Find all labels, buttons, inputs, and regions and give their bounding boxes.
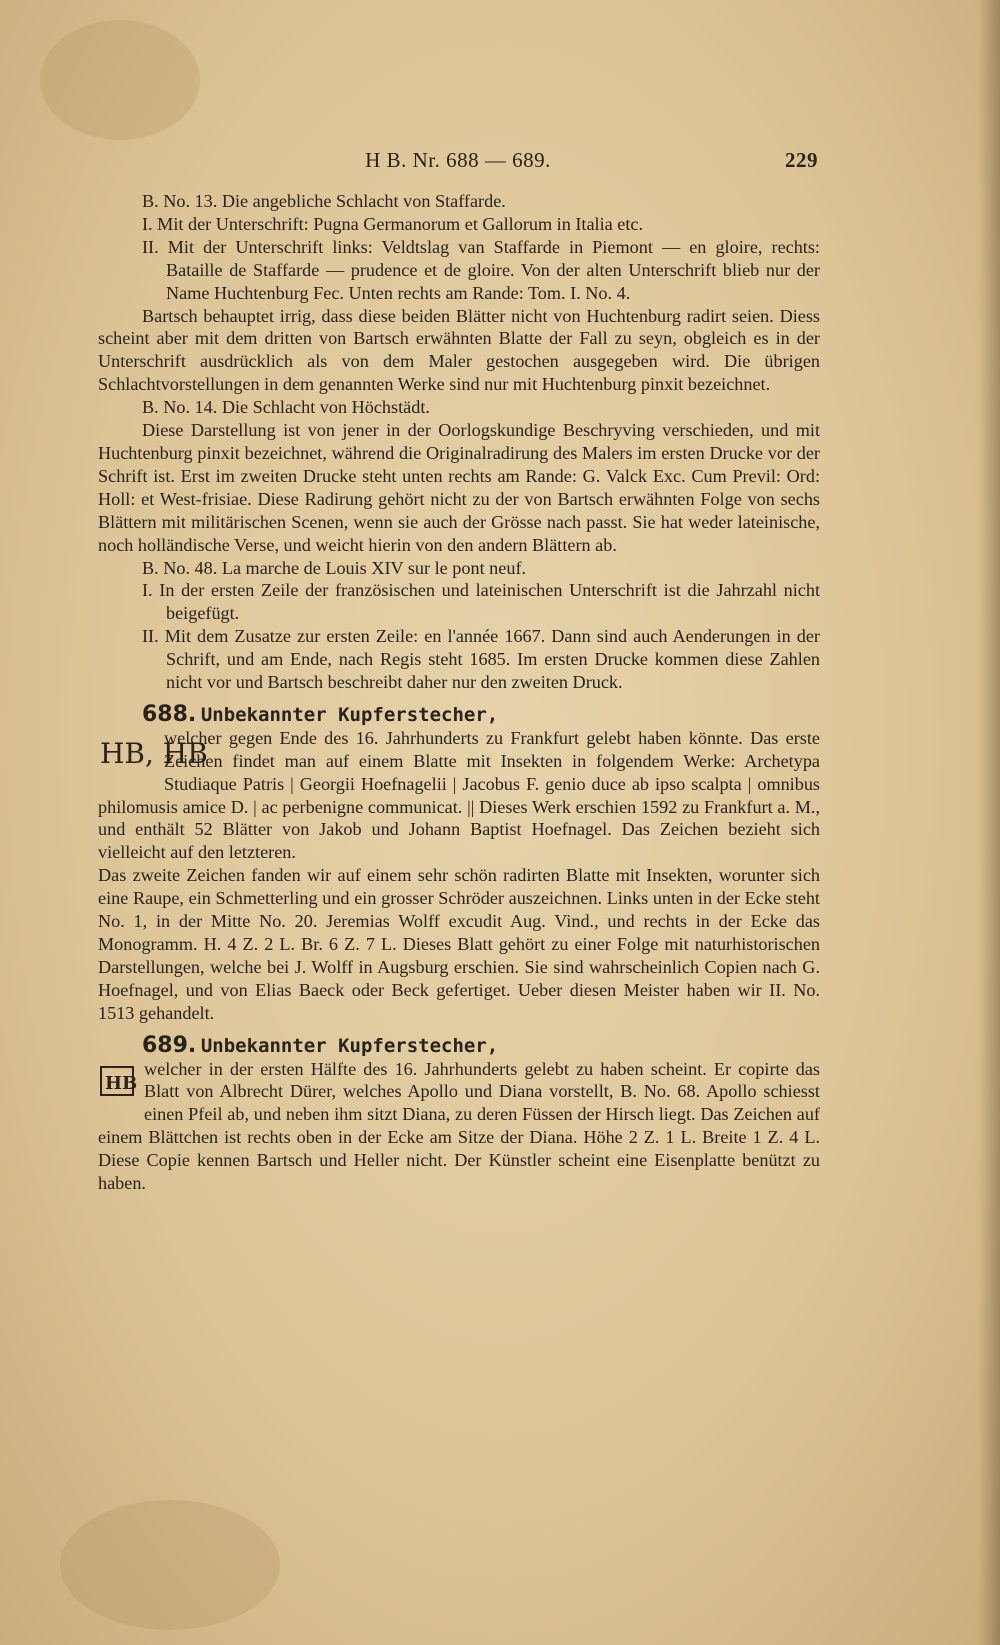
paper-stain <box>60 1500 280 1630</box>
entry-689 <box>98 1032 820 1195</box>
entry-688 <box>98 701 820 1025</box>
paragraph: welcher in der ersten Hälfte des 16. Jahrhunderts gelebt zu haben scheint. Er copirte das Blatt von Albrecht Dürer, welches Apollo und Diana vorstellt, B. No. 68. Apollo schiesst einen Pfeil ab, und neben ihm sitzt Diana, zu deren Füssen der Hirsch liegt. Das Zeichen auf einem Blättchen ist rechts oben in der Ecke am Sitze der Diana. Höhe 2 Z. 1 L. Breite 1 Z. 4 L. Diese Copie kennen Bartsch und Heller nicht. Der Künstler scheint eine Eisenplatte benützt zu haben. <box>98 1058 820 1194</box>
paper-stain <box>40 20 200 140</box>
page-number: 229 <box>785 148 818 172</box>
entry-number: 689. <box>142 1032 197 1058</box>
body-text <box>98 190 820 1195</box>
entry-688-heading <box>98 701 820 727</box>
running-header <box>98 148 818 178</box>
entry-number: 688. <box>142 701 197 727</box>
monogram-glyphs: HB <box>105 1072 138 1094</box>
paragraph: II. Mit der Unterschrift links: Veldtslag van Staffarde in Piemont — en gloire, rechts: Bataille de Staffarde — prudence et de gloire. Von der alten Unterschrift blieb nur der Name Huchtenburg Fec. Unten rechts am Rande: Tom. I. No. 4. <box>142 236 820 303</box>
paragraph: Diese Darstellung ist von jener in der Oorlogskundige Beschryving verschieden, und mit Huchtenburg pinxit bezeichnet, während die Originalradirung des Malers im ersten Drucke vor der Schrift ist. Erst im zweiten Drucke steht unten rechts am Rande: G. Valck Exc. Cum Previl: Ord: Holl: et West-frisiae. Diese Radirung gehört nicht zu der von Bartsch erwähnten Folge von sechs Blättern mit militärischen Scenen, wenn sie auch der Grösse nach passt. Sie hat weder lateinische, noch holländische Verse, und weicht hierin von den andern Blättern ab. <box>98 420 820 555</box>
paragraph: welcher gegen Ende des 16. Jahrhunderts zu Frankfurt gelebt haben könnte. Das erste Zeichen findet man auf einem Blatte mit Insekten in folgendem Werke: Archetypa Studiaque Patris | Georgii Hoefnagelii | Jacobus F. genio duce ab ipso scalpta | omnibus philomusis amice D. | ac perbenigne communicat. || Dieses Werk erschien 1592 zu Frankfurt a. M., und enthält 52 Blätter von Jakob und Johann Baptist Hoefnagel. Das Zeichen bezieht sich vielleicht auf den letzteren. <box>98 727 820 863</box>
entry-title: Unbekannter Kupferstecher, <box>200 1034 499 1057</box>
running-title: H B. Nr. 688 — 689. <box>365 148 551 172</box>
paragraph: I. Mit der Unterschrift: Pugna Germanorum et Gallorum in Italia etc. <box>142 213 644 234</box>
paragraph: II. Mit dem Zusatze zur ersten Zeile: en l'année 1667. Dann sind auch Aenderungen in der Schrift, und am Ende, nach Regis steht 1685. Im ersten Drucke kommen diese Zahlen nicht vor und Bartsch beschreibt daher nur den zweiten Druck. <box>142 626 820 693</box>
paragraph: Das zweite Zeichen fanden wir auf einem sehr schön radirten Blatte mit Insekten, worunter sich eine Raupe, ein Schmetterling und ein grosser Schröder auszeichnen. Links unten in der Ecke steht No. 1, in der Mitte No. 20. Jeremias Wolff excudit Aug. Vind., und rechts in der Ecke das Monogramm. H. 4 Z. 2 L. Br. 6 Z. 7 L. Dieses Blatt gehört zu einer Folge mit naturhistorischen Darstellungen, welche bei J. Wolff in Augsburg erschien. Sie sind wahrscheinlich Copien nach G. Hoefnagel, und von Elias Baeck oder Beck gefertiget. Ueber diesen Meister haben wir II. No. 1513 gehandelt. <box>98 865 820 1023</box>
monogram-glyphs: HB, HB <box>100 736 208 770</box>
monogram-hb-boxed <box>98 1062 138 1104</box>
entry-689-heading <box>98 1032 820 1058</box>
page-edge-shadow <box>978 0 1000 1645</box>
paragraph: B. No. 13. Die angebliche Schlacht von Staffarde. <box>142 191 506 211</box>
paragraph: I. In der ersten Zeile der französischen und lateinischen Unterschrift ist die Jahrzahl nicht beigefügt. <box>142 580 820 624</box>
entry-title: Unbekannter Kupferstecher, <box>200 703 499 726</box>
paragraph: Bartsch behauptet irrig, dass diese beiden Blätter nicht von Huchtenburg radirt seien. Diess scheint aber mit dem dritten von Bartsch erwähnten Blatte der Fall zu seyn, obgleich es in der Unterschrift ausdrücklich als von dem Maler gestochen ausgegeben wird. Die übrigen Schlachtvorstellungen in dem genannten Werke sind nur mit Huchtenburg pinxit bezeichnet. <box>98 305 820 395</box>
paragraph: B. No. 48. La marche de Louis XIV sur le pont neuf. <box>142 557 527 578</box>
paragraph: B. No. 14. Die Schlacht von Höchstädt. <box>142 397 430 418</box>
monogram-hb-pair <box>98 731 208 777</box>
